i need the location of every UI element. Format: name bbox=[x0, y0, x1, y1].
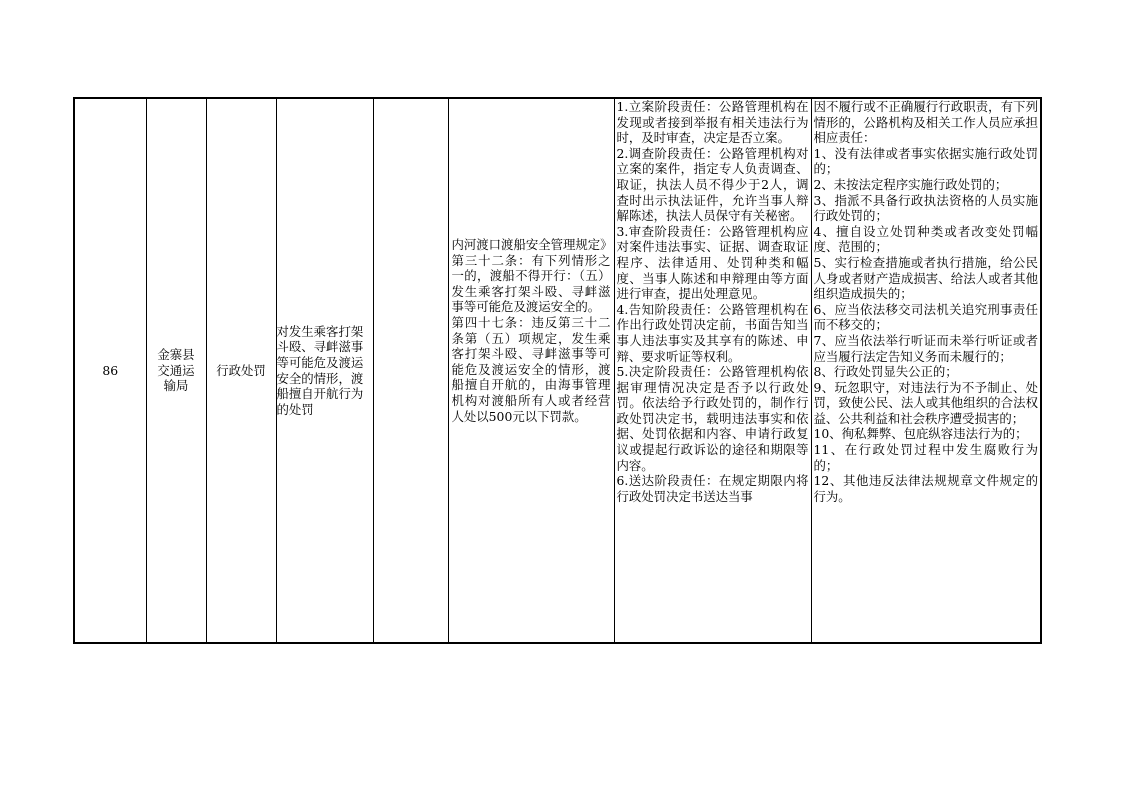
table-row bbox=[74, 98, 1041, 643]
liability-item: 12、其他违反法律法规规章文件规定的行为。 bbox=[813, 473, 1038, 504]
responsibility-list bbox=[617, 99, 809, 504]
row-number-cell bbox=[74, 98, 146, 643]
liability-item: 9、玩忽职守，对违法行为不予制止、处罚，致使公民、法人或其他组织的合法权益、公共利益和社会秩序遭受损害的； bbox=[813, 379, 1038, 426]
responsibility-item: 1.立案阶段责任：公路管理机构在发现或者接到举报有相关违法行为时，及时审查，决定是否立案。 bbox=[616, 99, 809, 146]
basis-paragraph: 第三十二条：有下列情形之一的，渡船不得开行：（五）发生乘客打架斗殴、寻衅滋事等可能危及渡运安全的。 bbox=[451, 252, 611, 315]
liability-item: 10、徇私舞弊、包庇纵容违法行为的； bbox=[813, 426, 1028, 442]
category: 行政处罚 bbox=[216, 362, 266, 378]
responsibility-cell bbox=[614, 98, 811, 643]
liability-item: 5、实行检查措施或者执行措施，给公民人身或者财产造成损害、给法人或者其他组织造成损失的； bbox=[813, 254, 1038, 302]
liability-item: 1、没有法律或者事实依据实施行政处罚的； bbox=[813, 145, 1038, 177]
liability-list bbox=[814, 99, 1039, 504]
basis-paragraph: 第四十七条：违反第三十二条第（五）项规定，发生乘客打架斗殴、寻衅滋事等可能危及渡运安全的情形，渡船擅自开航的，由海事管理机构对渡船所有人或者经营人处以500元以下罚款。 bbox=[451, 314, 611, 424]
responsibility-item: 5.决定阶段责任：公路管理机构依据审理情况决定是否予以行政处罚。依法给予行政处罚的，制作行政处罚决定书，载明违法事实和依据、处罚依据和内容、申请行政复议或提起行政诉讼的途径和期限等内容。 bbox=[616, 364, 809, 473]
liability-intro: 因不履行或不正确履行行政职责，有下列情形的，公路机构及相关工作人员应承担相应责任： bbox=[813, 99, 1038, 146]
sub-item-cell bbox=[373, 98, 448, 643]
liability-item: 11、在行政处罚过程中发生腐败行为的； bbox=[813, 442, 1038, 473]
liability-item: 6、应当依法移交司法机关追究刑事责任而不移交的； bbox=[813, 301, 1038, 333]
liability-item: 8、行政处罚显失公正的； bbox=[813, 364, 958, 380]
responsibility-table bbox=[73, 97, 1042, 644]
item-name: 对发生乘客打架斗殴、寻衅滋事等可能危及渡运安全的情形，渡船擅自开航行为的处罚 bbox=[276, 323, 364, 417]
item-name-cell bbox=[276, 98, 373, 643]
row-number: 86 bbox=[102, 362, 119, 378]
responsibility-item: 4.告知阶段责任：公路管理机构在作出行政处罚决定前，书面告知当事人违法事实及其享有的陈述、申辩、要求听证等权利。 bbox=[616, 301, 809, 364]
liability-item: 7、应当依法举行听证而未举行听证或者应当履行法定告知义务而未履行的； bbox=[813, 332, 1038, 364]
legal-basis bbox=[452, 237, 611, 424]
responsibility-item: 6.送达阶段责任：在规定期限内将行政处罚决定书送达当事 bbox=[616, 473, 809, 504]
responsibility-item: 2.调查阶段责任：公路管理机构对立案的案件，指定专人负责调查、取证，执法人员不得少于2人，调查时出示执法证件，允许当事人辩解陈述，执法人员保守有关秘密。 bbox=[616, 145, 809, 224]
department-cell bbox=[146, 98, 206, 643]
liability-item: 3、指派不具备行政执法资格的人员实施行政处罚的； bbox=[813, 192, 1038, 224]
liability-item: 2、未按法定程序实施行政处罚的； bbox=[813, 176, 1008, 192]
basis-paragraph: 内河渡口渡船安全管理规定》 bbox=[451, 237, 613, 252]
department-name: 金寨县交通运输局 bbox=[157, 347, 195, 394]
responsibility-item: 3.审查阶段责任：公路管理机构应对案件违法事实、证据、调查取证程序、法律适用、处罚种类和幅度、当事人陈述和申辩理由等方面进行审查，提出处理意见。 bbox=[616, 223, 809, 302]
legal-basis-cell bbox=[448, 98, 614, 643]
category-cell bbox=[206, 98, 276, 643]
liability-item: 4、擅自设立处罚种类或者改变处罚幅度、范围的； bbox=[813, 223, 1038, 255]
liability-cell bbox=[811, 98, 1041, 643]
